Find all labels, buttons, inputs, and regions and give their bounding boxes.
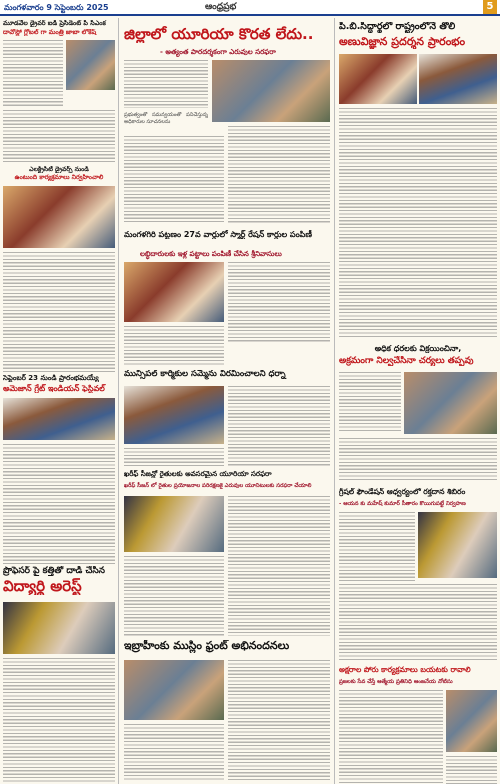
article-text [3,444,115,564]
article-text [3,658,115,784]
article-text [339,690,443,784]
article-text [124,448,224,466]
headline-col1-1b: దావోస్లో గ్లోబల్ గా మంత్రి జాబా లోకేష్ [3,29,97,36]
article-text [446,756,497,784]
headline-ration-cards: మంగళగిరి పట్టణం 27వ వార్డులో స్మార్ట్ రేషన్ కార్డుల పంపిణీ [124,230,312,239]
article-text [228,660,330,780]
subheadline-ration-cards: లబ్ధిదారులకు ఇళ్ల పట్టాలు పంపిణీ చేసిన శ్రీనివాసులు [140,250,282,258]
headline-col1-3b: అమెజాన్ గ్రేట్ ఇండియన్ ఫెస్టివల్ [3,384,105,393]
photo-event [3,186,115,248]
headline-fertilizer-warning-b: అక్రమంగా నిల్వచేసినా చర్యలు తప్పవు [339,356,474,366]
photo-police [3,602,115,654]
article-text [228,262,330,342]
article-text [339,512,415,582]
article-text [228,496,330,636]
article-text [124,326,224,366]
photo-minister [66,40,115,90]
headline-blood-donation: గ్రీషల్ ఫౌండేషన్ ఆధ్వర్యంలో రక్తదాన శిబిరం [339,488,466,496]
photo-dharna [124,386,224,444]
photo-felicitation [124,660,224,720]
subheadline-literacy: ప్రజలకు సేవ చేస్తే ఆత్మేయ ప్రతినిధి ఆంజనేయ నోటిసు [339,679,453,685]
headline-fertilizer-warning-a: అధిక ధరలకు విక్రయించినా, [374,344,462,353]
paper-name: ఆంధ్రప్రభ [205,2,237,12]
photo-blood-camp [418,512,497,578]
article-text [3,40,63,108]
photo-farmers-meeting [124,496,224,552]
issue-date: మంగళవారం 9 సెప్టెంబరు 2025 [4,3,109,12]
headline-kharif-urea: ఖరీఫ్ సీజన్లో రైతులకు అవసరమైన యూరియా సరఫరా [124,470,272,478]
article-text [124,724,224,780]
article-text [124,136,224,224]
right-column [336,18,500,784]
headline-col1-1a: మూడవేల డ్రైవర్ ఐడీ ప్రెసిడెంట్ పీ సీఎంక [3,20,106,27]
photo-caption: ప్రభుత్వంతో సమన్వయంతో పనిచేస్తున్న అధికారుల సూచనలను [124,112,208,125]
left-column [0,18,117,784]
headline-science-exhibition-b: అణువిజ్ఞాన ప్రదర్శన ప్రారంభం [339,36,466,48]
headline-science-exhibition-a: పి.బి.సిద్ధార్థలో రాష్ట్రంలోనే తొలి [339,22,456,32]
article-text [339,372,401,432]
middle-column [120,18,332,784]
headline-municipal-dharna: మున్సిపల్ కార్మికుల సమ్మెను విరమించాలని ధర్నా [124,370,286,379]
headline-col1-3a: సెప్టెంబర్ 23 నుండి ప్రారంభమయ్యే [3,374,99,382]
subheadline-blood-donation: - ఆయన కు మహేష్ కుమార్ సీతారం కొయిగుపట్టే నిర్వహణ [339,501,466,507]
headline-col1-4b: విద్యార్థి అరెస్ట్ [3,578,82,595]
headline-col1-2b: ఉంటుంది కార్యక్రమాలు నిర్వహించాలి [14,174,104,181]
article-text [228,386,330,466]
photo-officials-meeting [404,372,497,434]
photo-fertilizer-inspection [212,60,330,122]
photo-exhibition-2 [419,54,497,104]
article-text [124,60,208,108]
subheadline-kharif-urea: ఖరీఫ్ సీజన్ లో రైతుల ప్రయోజనాల పరిరక్షణకై ఎరువుల యూనిటులకు సరఫరా చేయాలి [124,483,312,489]
photo-exhibition-1 [339,54,417,104]
article-text [124,556,224,636]
headline-col1-2a: ఎలక్ట్రిసిటీ డ్రైవర్స్ నుండి [29,166,89,173]
photo-ration-distribution [124,262,224,322]
page-number: 5 [483,0,497,14]
masthead [0,0,500,16]
article-text [3,110,115,162]
article-text [228,126,330,224]
photo-portrait [446,690,497,752]
subheadline-urea: - అత్యంత పారదర్శకంగా ఎరువుల సరఫరా [160,48,276,56]
headline-urea: జిల్లాలో యూరియా కొరత లేదు.. [124,26,314,43]
article-text [339,438,497,482]
article-text [3,252,115,372]
article-text [339,584,497,660]
headline-literacy: అక్షరాల పోరు కార్యక్రమాలు బయటకు రావాలి [339,666,471,674]
article-text [339,108,497,338]
headline-muslim-front: ఇబ్రాహీంకు ముస్లిం ఫ్రంట్ అభినందనలు [124,640,290,652]
photo-festival [3,398,115,440]
headline-col1-4a: ప్రొఫెసర్ పై కత్తితో దాడి చేసిన [3,566,105,576]
